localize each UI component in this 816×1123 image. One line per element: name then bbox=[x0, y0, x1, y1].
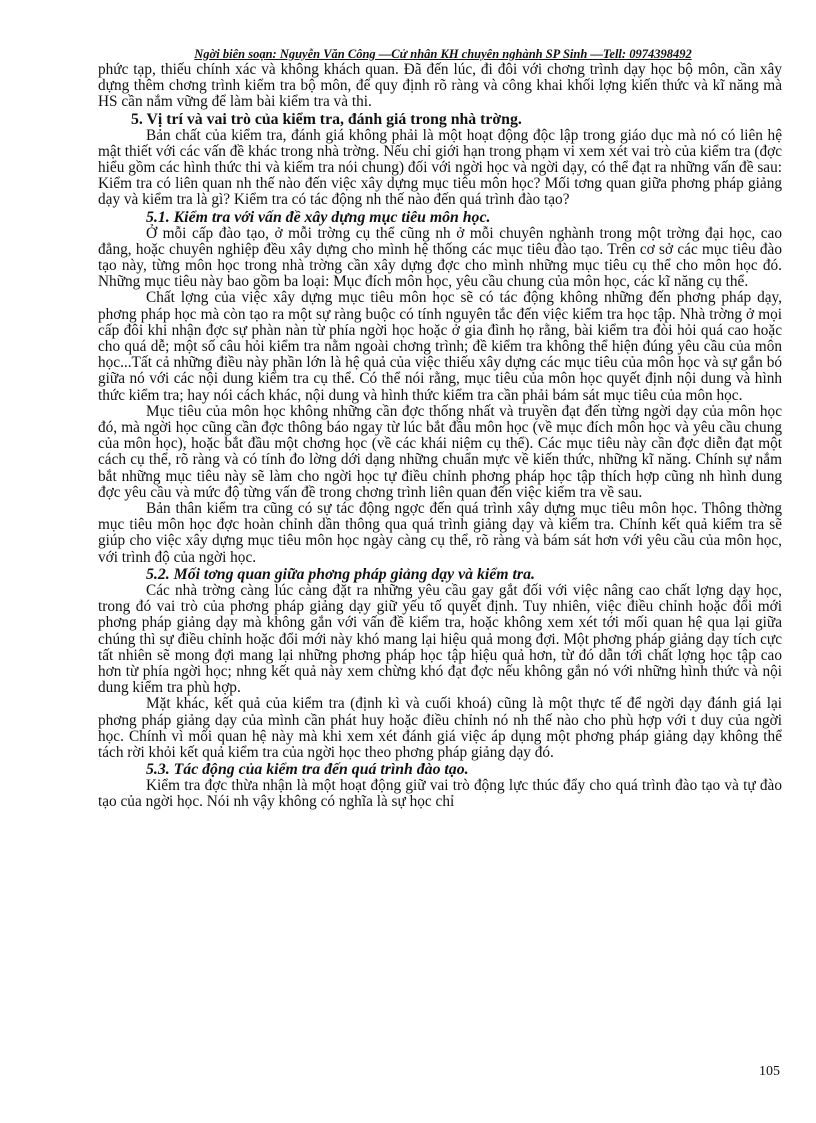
paragraph: Chất lợng của việc xây dựng mục tiêu môn học sẽ có tác động không những đến phơng pháp dạy, phơng pháp học mà còn tạo ra một sự ràng buộc có tính nguyên tắc đến việc kiểm tra học tập. Nhà trờng ở mọi cấp đôi khi nhận đợc sự phàn nàn từ phía ngời học hoặc ở gia đình họ rằng, bài kiểm tra đòi hỏi quá cao hoặc cho quá dễ; một số câu hỏi kiểm tra nằm ngoài chơng trình; đề kiểm tra không thể hiện đúng yêu cầu của môn học...Tất cả những điều này phần lớn là hệ quả của việc thiếu xây dựng các mục tiêu của môn học và sự gắn bó giữa nó với các nội dung kiểm tra cụ thể. Có thể nói rằng, mục tiêu của môn học quyết định nội dung và hình thức kiểm tra; hay nói cách khác, nội dung và hình thức kiểm tra cần phải bám sát mục tiêu của môn học. bbox=[98, 289, 782, 404]
document-body bbox=[98, 62, 782, 811]
paragraph: Bản thân kiểm tra cũng có sự tác động ngợc đến quá trình xây dựng mục tiêu môn học. Thông thờng mục tiêu môn học đợc hoàn chỉnh dần thông qua quá trình giảng dạy và kiểm tra. Chính kết quả kiểm tra sẽ giúp cho việc xây dựng mục tiêu môn học ngày càng cụ thể, rõ ràng và bám sát hơn với yêu cầu của môn học, với trình độ của ngời học. bbox=[98, 500, 782, 566]
page-number: 105 bbox=[759, 1064, 780, 1079]
paragraph: Các nhà trờng càng lúc càng đặt ra những yêu cầu gay gắt đối với việc nâng cao chất lợng dạy học, trong đó vai trò của phơng pháp giảng dạy giữ yếu tố quyết định. Tuy nhiên, việc điều chỉnh hoặc đổi mới phơng pháp giảng dạy mà không gắn với vấn đề kiểm tra, hoặc không xem xét tới mối quan hệ qua lại giữa chúng thì sự điều chỉnh hoặc đổi mới này khó mang lại hiệu quả mong đợi. Một phơng pháp giảng dạy tích cực tất nhiên sẽ mong đợi mang lại những phơng pháp học tập hiệu quả hơn, từ đó dẫn tới chất lợng học tập cao hơn từ phía ngời học; nhng kết quả này xem chừng khó đạt đợc nếu không gắn nó với những hình thức và nội dung kiểm tra phù hợp. bbox=[98, 581, 782, 697]
paragraph: Ở mỗi cấp đào tạo, ở mỗi trờng cụ thể cũng nh ở mỗi chuyên nghành trong một trờng đại học, cao đẳng, hoặc chuyên nghiệp đều xây dựng cho mình hệ thống các mục tiêu đào tạo. Trên cơ sở các mục tiêu đào tạo này, từng môn học trong nhà trờng cần xây dựng đợc cho mình những mục tiêu cụ thể cho môn học đó. Những mục tiêu này bao gồm ba loại: Mục đích môn học, yêu cầu chung của môn học, các kĩ năng cụ thể. bbox=[98, 224, 782, 291]
subsection-heading: 5.2. Mối tơng quan giữa phơng pháp giảng dạy và kiểm tra. bbox=[146, 565, 535, 583]
paragraph: phức tạp, thiếu chính xác và không khách quan. Đã đến lúc, đi đôi với chơng trình dạy học bộ môn, cần xây dựng thêm chơng trình kiểm tra bộ môn, để quy định rõ ràng và công khai khối lợng kiến thức và kĩ năng mà HS cần nắm vững để làm bài kiểm tra và thi. bbox=[98, 61, 782, 111]
paragraph: Mục tiêu của môn học không những cần đợc thống nhất và truyền đạt đến từng ngời dạy của môn học đó, mà ngời học cũng cần đợc thông báo ngay từ lúc bắt đầu môn học (về mục đích môn học và yêu cầu chung của môn học), hoặc bắt đầu một chơng học (về các khái niệm cụ thể). Các mục tiêu này cần đợc diễn đạt một cách cụ thể, rõ ràng và có tính đo lờng dới dạng những chuẩn mực về kiến thức, những kĩ năng. Chính sự nắm bắt những mục tiêu này sẽ làm cho ngời học tự điều chỉnh phơng pháp học tập thích hợp cũng nh hình dung đợc yêu cầu và mức độ từng vấn đề trong chơng trình liên quan đến việc kiểm tra về sau. bbox=[98, 402, 782, 501]
page-header: Ngời biên soạn: Nguyễn Văn Công —Cử nhân KH chuyên nghành SP Sinh —Tell: 0974398492 bbox=[194, 47, 692, 61]
paragraph: Mặt khác, kết quả của kiểm tra (định kì và cuối khoá) cũng là một thực tế để ngời dạy đánh giá lại phơng pháp giảng dạy của mình cần phát huy hoặc điều chỉnh nó nh thế nào cho phù hợp với t duy của ngời học. Chính vì mối quan hệ này mà khi xem xét đánh giá việc áp dụng một phơng pháp giảng dạy không thể tách rời khỏi kết quả kiểm tra của ngời học theo phơng pháp giảng dạy đó. bbox=[98, 695, 782, 761]
paragraph: Kiểm tra đợc thừa nhận là một hoạt động giữ vai trò động lực thúc đẩy cho quá trình đào tạo và tự đào tạo của ngời học. Nói nh vậy không có nghĩa là sự học chỉ bbox=[98, 777, 782, 811]
paragraph: Bản chất của kiểm tra, đánh giá không phải là một hoạt động độc lập trong giáo dục mà nó có liên hệ mật thiết với các vấn đề khác trong nhà trờng. Nếu chỉ giới hạn trong phạm vi xem xét vai trò của kiểm tra (đợc hiểu gồm các hình thức thi và kiểm tra nói chung) đối với ngời học và ngời dạy, có thể đạt ra những vấn đề sau: Kiểm tra có liên quan nh thế nào đến việc xây dựng mục tiêu môn học? Mối tơng quan giữa phơng pháp giảng dạy và kiểm tra là gì? Kiểm tra có tác động nh thế nào đến quá trình đào tạo? bbox=[98, 126, 782, 209]
subsection-heading: 5.3. Tác động của kiểm tra đến quá trình đào tạo. bbox=[146, 761, 469, 779]
section-heading: 5. Vị trí và vai trò của kiểm tra, đánh giá trong nhà trờng. bbox=[131, 110, 522, 128]
subsection-heading: 5.1. Kiểm tra với vấn đề xây dựng mục tiêu môn học. bbox=[146, 208, 491, 226]
